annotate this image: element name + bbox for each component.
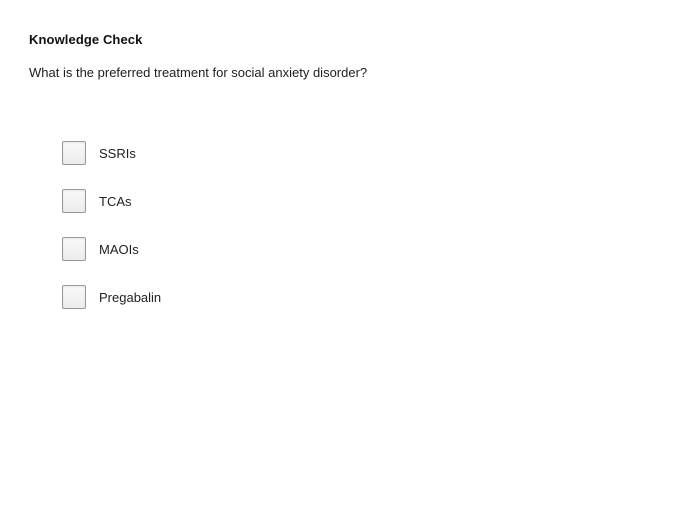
- checkbox[interactable]: [62, 189, 86, 213]
- page-title: Knowledge Check: [29, 32, 143, 47]
- answer-option-maois[interactable]: [62, 235, 161, 263]
- answer-option-pregabalin[interactable]: [62, 283, 161, 311]
- answer-option-tcas[interactable]: [62, 187, 161, 215]
- option-label: SSRIs: [99, 145, 136, 161]
- answer-option-ssris[interactable]: [62, 139, 161, 167]
- option-label: TCAs: [99, 193, 132, 209]
- checkbox[interactable]: [62, 141, 86, 165]
- answer-options-list: [62, 139, 161, 331]
- option-label: MAOIs: [99, 241, 139, 257]
- option-label: Pregabalin: [99, 289, 162, 305]
- question-text: What is the preferred treatment for social anxiety disorder?: [29, 65, 368, 80]
- checkbox[interactable]: [62, 237, 86, 261]
- checkbox[interactable]: [62, 285, 86, 309]
